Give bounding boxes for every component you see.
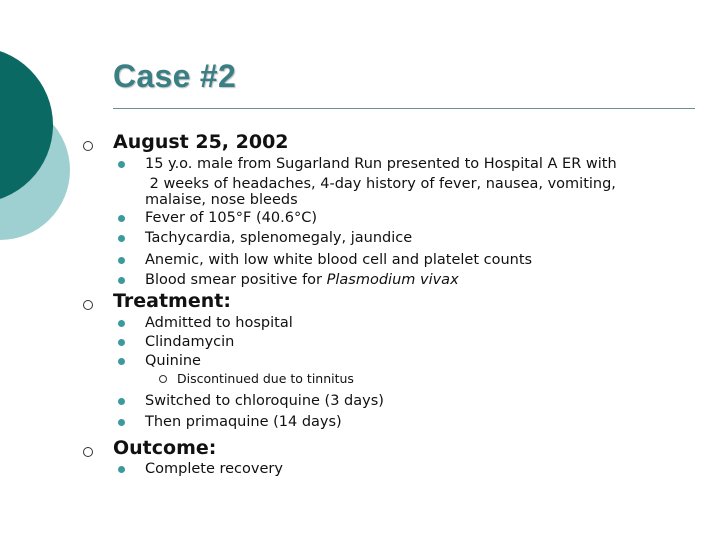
- list-item: Clindamycin: [145, 334, 235, 350]
- organism-name: Plasmodium vivax: [326, 272, 459, 288]
- bullet-dot-icon: [118, 235, 125, 242]
- list-item-line: malaise, nose bleeds: [145, 192, 298, 208]
- section-heading: August 25, 2002: [113, 131, 289, 153]
- hollow-circle-bullet-icon: [83, 300, 93, 310]
- title-divider: [113, 108, 695, 109]
- hollow-circle-bullet-icon: [159, 375, 167, 383]
- list-item: Tachycardia, splenomegaly, jaundice: [145, 230, 413, 246]
- list-item: Quinine: [145, 353, 201, 369]
- slide-title: Case #2: [113, 58, 237, 94]
- list-item-line: 2 weeks of headaches, 4-day history of fever, nausea, vomiting,: [145, 176, 616, 192]
- hollow-circle-bullet-icon: [83, 141, 93, 151]
- list-item: Switched to chloroquine (3 days): [145, 393, 384, 409]
- section-heading: Outcome:: [113, 437, 217, 459]
- bullet-dot-icon: [118, 419, 125, 426]
- list-item: Admitted to hospital: [145, 315, 293, 331]
- bullet-dot-icon: [118, 257, 125, 264]
- list-item-text: Blood smear positive for: [145, 272, 327, 288]
- list-item: [145, 273, 459, 288]
- sub-list-item: Discontinued due to tinnitus: [177, 371, 354, 386]
- bullet-dot-icon: [118, 358, 125, 365]
- list-item: Then primaquine (14 days): [145, 414, 342, 430]
- list-item-line: 15 y.o. male from Sugarland Run presented to Hospital A ER with: [145, 156, 617, 172]
- bullet-dot-icon: [118, 277, 125, 284]
- bullet-dot-icon: [118, 320, 125, 327]
- section-heading: Treatment:: [113, 290, 231, 312]
- bullet-dot-icon: [118, 339, 125, 346]
- list-item: Fever of 105°F (40.6°C): [145, 210, 317, 226]
- list-item: Anemic, with low white blood cell and platelet counts: [145, 252, 533, 268]
- bullet-dot-icon: [118, 466, 125, 473]
- hollow-circle-bullet-icon: [83, 447, 93, 457]
- bullet-dot-icon: [118, 215, 125, 222]
- bullet-dot-icon: [118, 161, 125, 168]
- list-item: Complete recovery: [145, 461, 283, 477]
- bullet-dot-icon: [118, 398, 125, 405]
